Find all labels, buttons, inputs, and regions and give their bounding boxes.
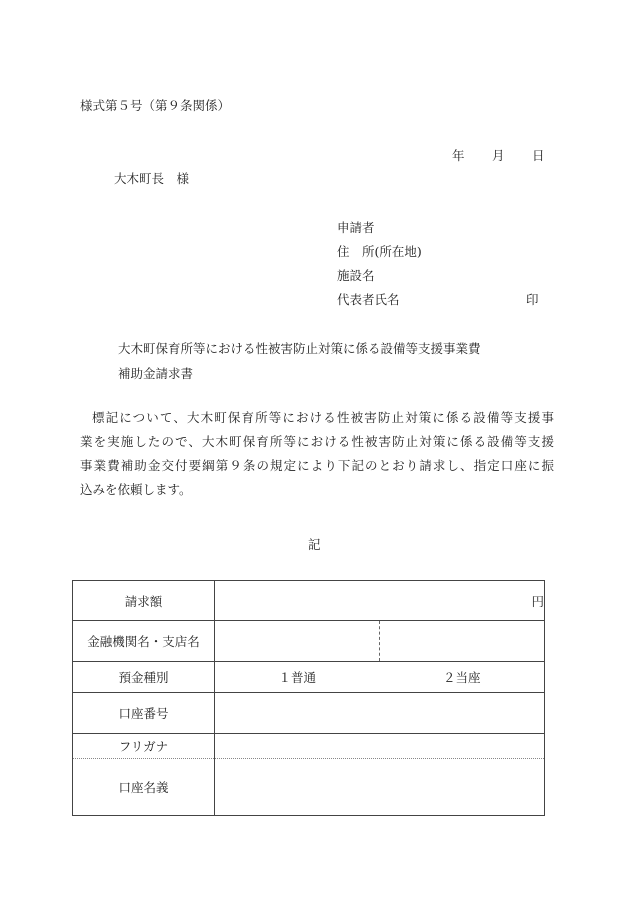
body-line: 込みを依頼します。 bbox=[80, 482, 192, 497]
date-month: 月 bbox=[492, 148, 505, 163]
table-row bbox=[73, 759, 545, 816]
seal-mark: 印 bbox=[526, 292, 539, 307]
document-title-line2: 補助金請求書 bbox=[118, 366, 194, 381]
table-row bbox=[73, 734, 545, 759]
body-line: 業を実施したので、大木町保育所等における性被害防止対策に係る設備等支援 bbox=[80, 434, 554, 449]
table-row bbox=[73, 621, 545, 662]
ki-heading: 記 bbox=[308, 537, 321, 552]
deposit-type-label: 預金種別 bbox=[73, 662, 215, 693]
yen-unit: 円 bbox=[531, 593, 544, 609]
account-name-label: 口座名義 bbox=[73, 759, 215, 816]
bank-label: 金融機関名・支店名 bbox=[73, 621, 215, 662]
applicant-address-label: 住 所(所在地) bbox=[337, 244, 422, 259]
account-name-field[interactable] bbox=[215, 759, 545, 816]
amount-label: 請求額 bbox=[73, 581, 215, 621]
branch-name-cell[interactable] bbox=[380, 621, 544, 661]
furigana-label: フリガナ bbox=[73, 734, 215, 759]
body-line: 標記について、大木町保育所等における性被害防止対策に係る設備等支援事 bbox=[92, 410, 554, 425]
deposit-option-current[interactable]: ２当座 bbox=[442, 670, 481, 685]
applicant-representative-label: 代表者氏名 bbox=[337, 292, 400, 307]
date-year: 年 bbox=[452, 148, 465, 163]
bank-name-cell[interactable] bbox=[215, 621, 380, 661]
account-number-label: 口座番号 bbox=[73, 693, 215, 734]
furigana-field[interactable] bbox=[215, 734, 545, 759]
body-paragraph bbox=[80, 406, 554, 502]
body-line: 事業費補助金交付要綱第９条の規定により下記のとおり請求し、指定口座に振 bbox=[80, 458, 554, 473]
request-table bbox=[72, 580, 545, 816]
addressee: 大木町長 様 bbox=[114, 171, 190, 186]
bank-field[interactable] bbox=[215, 621, 545, 662]
table-row bbox=[73, 581, 545, 621]
account-number-field[interactable] bbox=[215, 693, 545, 734]
deposit-type-field[interactable] bbox=[215, 662, 545, 693]
document-title-line1: 大木町保育所等における性被害防止対策に係る設備等支援事業費 bbox=[118, 341, 481, 356]
deposit-option-ordinary[interactable]: １普通 bbox=[278, 670, 316, 685]
form-number: 様式第５号（第９条関係） bbox=[80, 98, 231, 113]
amount-field[interactable] bbox=[215, 581, 545, 621]
table-row bbox=[73, 693, 545, 734]
applicant-facility-label: 施設名 bbox=[337, 268, 375, 283]
applicant-title: 申請者 bbox=[337, 220, 375, 235]
table-row bbox=[73, 662, 545, 693]
date-day: 日 bbox=[532, 148, 545, 163]
